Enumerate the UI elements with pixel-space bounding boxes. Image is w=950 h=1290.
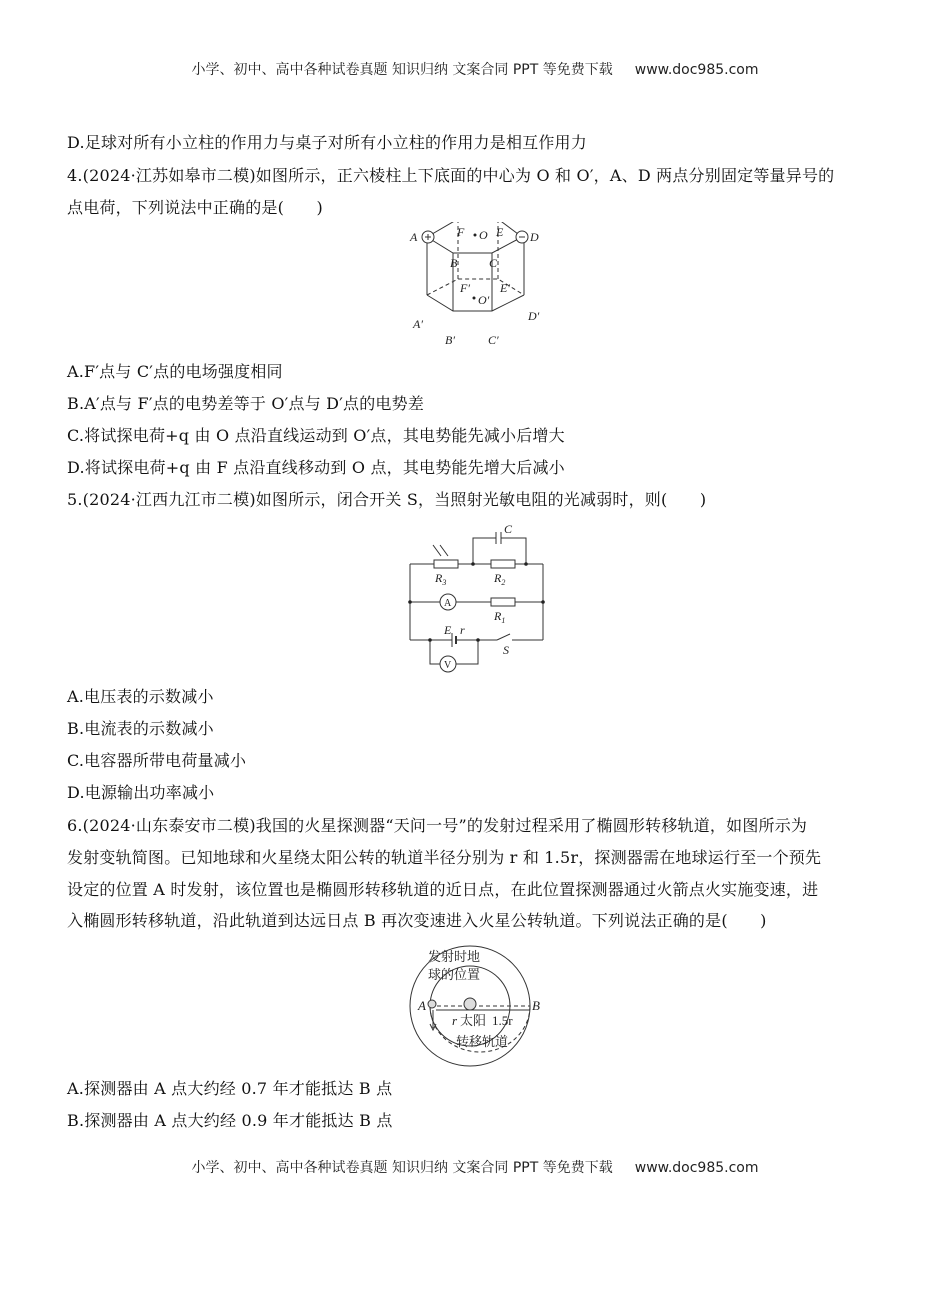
q4-option-d: D.将试探电荷+q 由 F 点沿直线移动到 O 点，其电势能先增大后减小 bbox=[67, 458, 565, 477]
svg-text:V: V bbox=[444, 660, 452, 671]
q5-option-d: D.电源输出功率减小 bbox=[67, 783, 215, 802]
q6-stem-line1: 6.(2024·山东泰安市二模)我国的火星探测器“天问一号”的发射过程采用了椭圆形转移轨道，如图所示为 bbox=[67, 816, 808, 835]
svg-text:E: E bbox=[444, 623, 452, 637]
r-label: r bbox=[452, 1013, 458, 1028]
svg-text:O′: O′ bbox=[478, 293, 490, 307]
svg-text:F′: F′ bbox=[460, 281, 470, 295]
sun-label: 太阳 bbox=[460, 1013, 487, 1028]
svg-text:C: C bbox=[504, 522, 513, 536]
svg-text:R1: $R_1$ bbox=[494, 609, 506, 625]
svg-text:A′: A′ bbox=[413, 317, 423, 331]
label-F: F bbox=[457, 225, 465, 239]
q4-option-a: A.F′点与 C′点的电场强度相同 bbox=[67, 362, 283, 381]
svg-text:C′: C′ bbox=[488, 333, 499, 347]
hexagonal-prism-figure bbox=[400, 222, 550, 350]
svg-text:E′: E′ bbox=[500, 281, 510, 295]
point-a-label: A bbox=[418, 998, 426, 1013]
page-footer bbox=[0, 1157, 950, 1177]
svg-text:E: E bbox=[496, 225, 504, 239]
q4-stem-line2: 点电荷，下列说法中正确的是( ) bbox=[67, 198, 323, 217]
header-url[interactable]: www.doc985.com bbox=[634, 62, 759, 78]
q6-option-b: B.探测器由 A 点大约经 0.9 年才能抵达 B 点 bbox=[67, 1111, 393, 1130]
footer-url[interactable]: www.doc985.com bbox=[634, 1160, 759, 1176]
svg-text:C: C bbox=[489, 256, 498, 270]
svg-text:B: B bbox=[450, 256, 458, 270]
transfer-orbit-label: 转移轨道 bbox=[456, 1034, 509, 1049]
q6-stem-line3: 设定的位置 A 时发射，该位置也是椭圆形转移轨道的近日点，在此位置探测器通过火箭点火实施变速，进 bbox=[67, 880, 819, 899]
page-header bbox=[0, 59, 950, 79]
q5-stem: 5.(2024·江西九江市二模)如图所示，闭合开关 S，当照射光敏电阻的光减弱时，则( ) bbox=[67, 490, 707, 509]
svg-text:A: A bbox=[410, 230, 418, 244]
orbit-figure bbox=[400, 942, 560, 1070]
svg-text:R3: $R_3$ bbox=[435, 571, 447, 587]
q5-option-c: C.电容器所带电荷量减小 bbox=[67, 751, 247, 770]
q6-stem-line2: 发射变轨简图。已知地球和火星绕太阳公转的轨道半径分别为 r 和 1.5r，探测器需在地球运行至一个预先 bbox=[67, 848, 822, 867]
q4-stem-line1: 4.(2024·江苏如皋市二模)如图所示，正六棱柱上下底面的中心为 O 和 O′，A、D 两点分别固定等量异号的 bbox=[67, 166, 835, 185]
svg-text:D′: D′ bbox=[528, 309, 540, 323]
q4-option-c: C.将试探电荷+q 由 O 点沿直线运动到 O′点，其电势能先减小后增大 bbox=[67, 426, 565, 445]
q6-stem-line4: 入椭圆形转移轨道，沿此轨道到达远日点 B 再次变速进入火星公转轨道。下列说法正确的是( ) bbox=[67, 911, 767, 930]
svg-text:S: S bbox=[503, 643, 509, 657]
q5-option-b: B.电流表的示数减小 bbox=[67, 719, 214, 738]
header-text: 小学、初中、高中各种试卷真题 知识归纳 文案合同 PPT 等免费下载 bbox=[191, 62, 613, 78]
r15-label: 1.5r bbox=[492, 1013, 513, 1028]
footer-text: 小学、初中、高中各种试卷真题 知识归纳 文案合同 PPT 等免费下载 bbox=[191, 1160, 613, 1176]
svg-text:A: A bbox=[444, 598, 452, 609]
svg-text:B′: B′ bbox=[445, 333, 455, 347]
q6-option-a: A.探测器由 A 点大约经 0.7 年才能抵达 B 点 bbox=[67, 1079, 393, 1098]
circuit-figure bbox=[400, 518, 555, 678]
q5-option-a: A.电压表的示数减小 bbox=[67, 687, 214, 706]
svg-text:R2: $R_2$ bbox=[494, 571, 506, 587]
svg-text:O: O bbox=[479, 228, 488, 242]
launch-label-2: 球的位置 bbox=[428, 967, 481, 982]
q3-option-d: D.足球对所有小立柱的作用力与桌子对所有小立柱的作用力是相互作用力 bbox=[67, 133, 587, 152]
launch-label-1: 发射时地 bbox=[428, 949, 481, 964]
svg-text:D: D bbox=[530, 230, 539, 244]
svg-text:r: r bbox=[460, 623, 465, 637]
point-b-label: B bbox=[532, 998, 540, 1013]
q4-option-b: B.A′点与 F′点的电势差等于 O′点与 D′点的电势差 bbox=[67, 394, 425, 413]
